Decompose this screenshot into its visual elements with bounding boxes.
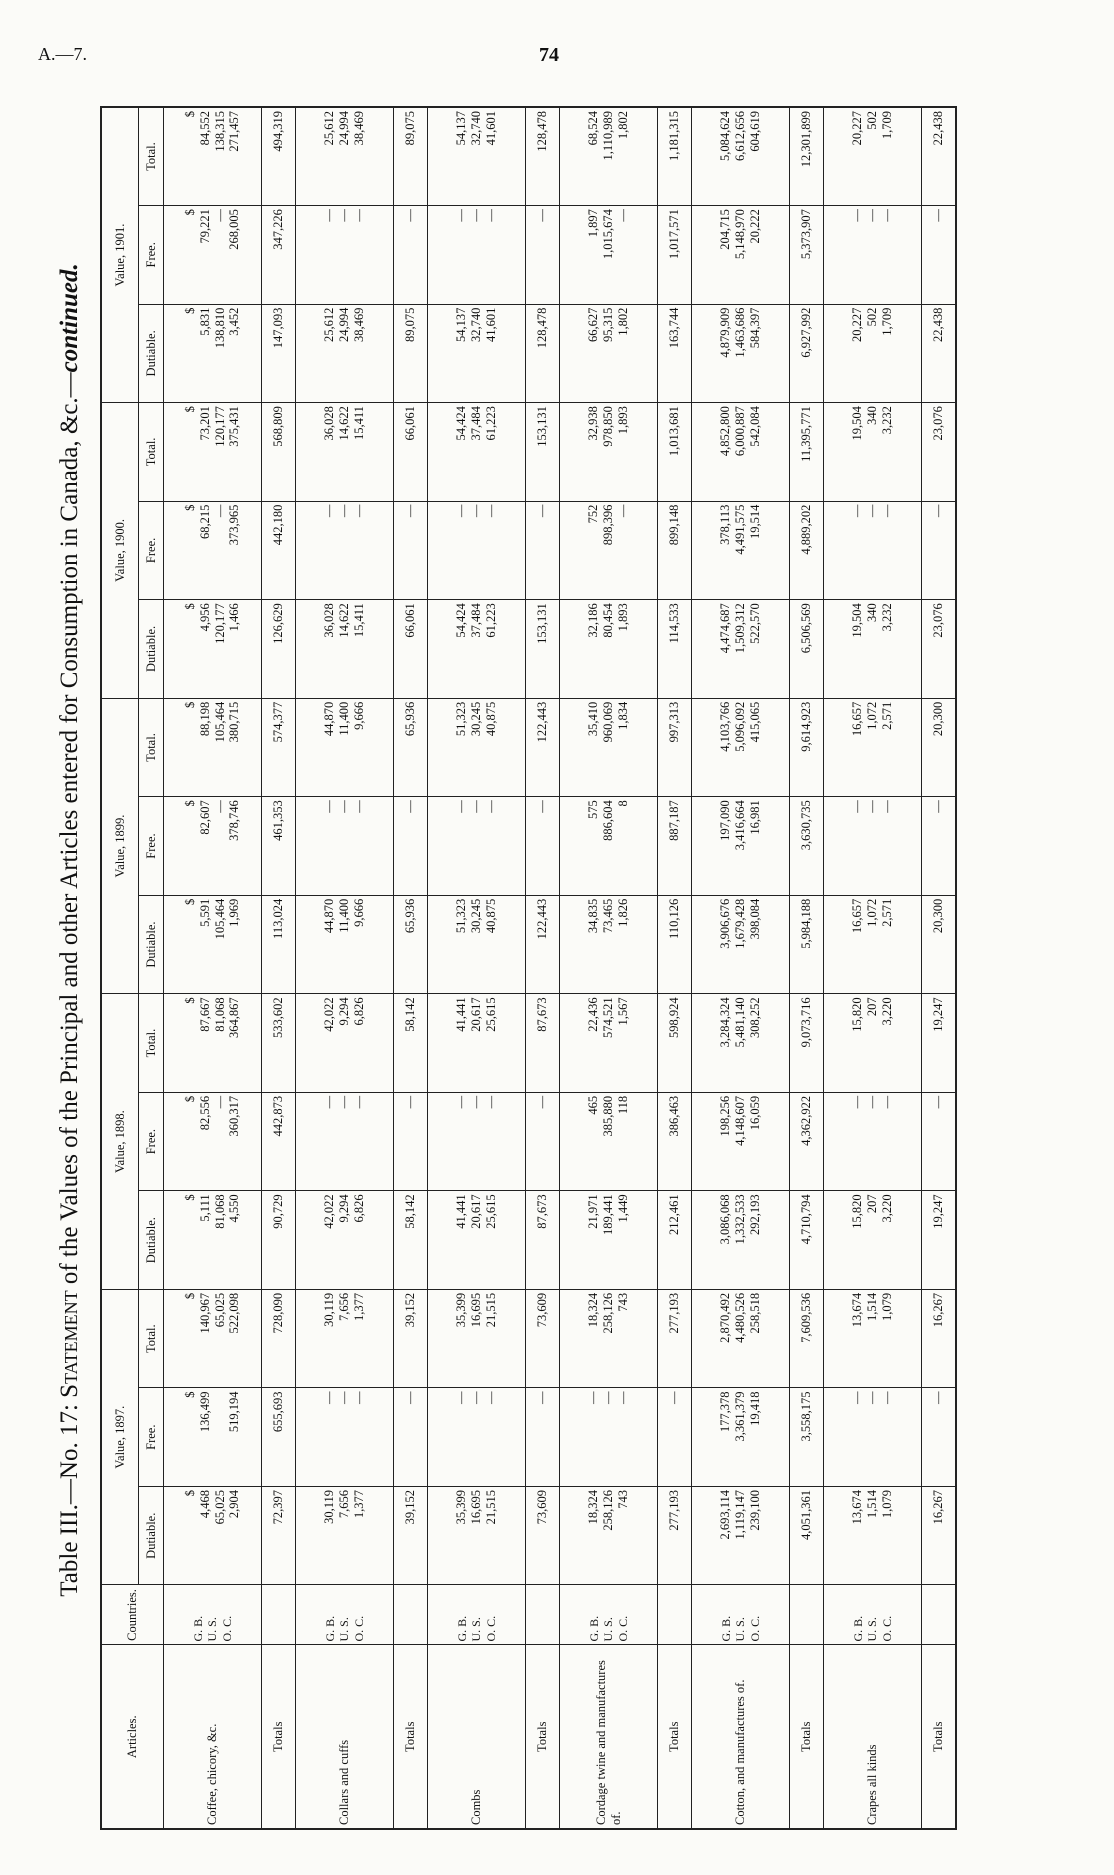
page-number: 74 xyxy=(539,44,559,66)
dutiable-value-cell: 66,061 xyxy=(394,600,428,699)
total-value-cell: 2,870,492 4,480,526 258,518 xyxy=(692,1289,790,1388)
total-value-cell: 277,193 xyxy=(658,1289,692,1388)
dutiable-value-cell: 65,936 xyxy=(394,895,428,994)
dutiable-value-cell: 114,533 xyxy=(658,600,692,699)
free-value-cell: 1,017,571 xyxy=(658,206,692,305)
dutiable-value-cell: 5,984,188 xyxy=(790,895,824,994)
total-value-cell: 997,313 xyxy=(658,698,692,797)
free-value-cell: — xyxy=(922,1388,956,1487)
total-value-cell: 44,870 11,400 9,666 xyxy=(296,698,394,797)
dutiable-header: Dutiable. xyxy=(139,895,164,994)
dutiable-value-cell: 51,323 30,245 40,875 xyxy=(428,895,526,994)
dutiable-value-cell: 22,438 xyxy=(922,304,956,403)
free-value-cell: — xyxy=(526,797,560,896)
dutiable-value-cell: 90,729 xyxy=(262,1191,296,1290)
title-statement-word: Statement xyxy=(56,1290,83,1398)
free-value-cell: — — — xyxy=(296,206,394,305)
free-value-cell: 442,180 xyxy=(262,501,296,600)
dutiable-header: Dutiable. xyxy=(139,1486,164,1585)
total-value-cell: 13,674 1,514 1,079 xyxy=(824,1289,922,1388)
dutiable-header: Dutiable. xyxy=(139,600,164,699)
totals-label: Totals xyxy=(262,1645,296,1829)
table-row xyxy=(296,107,394,1829)
free-value-cell: — — — xyxy=(296,1092,394,1191)
article-name: Cotton, and manufactures of. xyxy=(733,1679,748,1825)
dutiable-value-cell: $ 5,831 138,810 3,452 xyxy=(164,304,262,403)
total-value-cell: 9,614,923 xyxy=(790,698,824,797)
country-codes xyxy=(394,1585,428,1645)
free-value-cell: — — — xyxy=(296,797,394,896)
free-value-cell: — — — xyxy=(824,1092,922,1191)
total-value-cell: 54,424 37,484 61,223 xyxy=(428,403,526,502)
dutiable-value-cell: 4,474,687 1,509,312 522,570 xyxy=(692,600,790,699)
total-value-cell: $ 73,201 120,177 375,431 xyxy=(164,403,262,502)
dutiable-value-cell: 122,443 xyxy=(526,895,560,994)
dutiable-value-cell: 126,629 xyxy=(262,600,296,699)
total-value-cell: 533,602 xyxy=(262,994,296,1093)
table-row xyxy=(164,107,262,1829)
dutiable-value-cell: 2,693,114 1,119,147 239,100 xyxy=(692,1486,790,1585)
dutiable-value-cell: 212,461 xyxy=(658,1191,692,1290)
free-value-cell: 378,113 4,491,575 19,514 xyxy=(692,501,790,600)
total-value-cell: 728,090 xyxy=(262,1289,296,1388)
free-value-cell: — xyxy=(394,501,428,600)
dutiable-value-cell: 3,086,068 1,332,533 292,193 xyxy=(692,1191,790,1290)
free-value-cell: — xyxy=(394,206,428,305)
total-header: Total. xyxy=(139,107,164,206)
free-value-cell: 575 886,604 8 xyxy=(560,797,658,896)
dutiable-value-cell: $ 5,111 81,068 4,550 xyxy=(164,1191,262,1290)
total-value-cell: 4,852,800 6,000,887 542,084 xyxy=(692,403,790,502)
total-value-cell: 598,924 xyxy=(658,994,692,1093)
totals-label: Totals xyxy=(526,1645,560,1829)
table-row xyxy=(560,107,658,1829)
free-value-cell: — — — xyxy=(296,1388,394,1487)
dutiable-value-cell: 41,441 20,617 25,615 xyxy=(428,1191,526,1290)
dutiable-value-cell: 13,674 1,514 1,079 xyxy=(824,1486,922,1585)
total-value-cell: 20,300 xyxy=(922,698,956,797)
dutiable-value-cell: 32,186 80,454 1,893 xyxy=(560,600,658,699)
total-value-cell: 19,504 340 3,232 xyxy=(824,403,922,502)
total-value-cell: 18,324 258,126 743 xyxy=(560,1289,658,1388)
free-value-cell: 899,148 xyxy=(658,501,692,600)
free-value-cell: 3,630,735 xyxy=(790,797,824,896)
total-value-cell: 51,323 30,245 40,875 xyxy=(428,698,526,797)
total-value-cell: 7,609,536 xyxy=(790,1289,824,1388)
total-value-cell: 3,284,324 5,481,140 308,252 xyxy=(692,994,790,1093)
total-header: Total. xyxy=(139,403,164,502)
free-value-cell: — xyxy=(922,206,956,305)
dutiable-value-cell: 20,227 502 1,709 xyxy=(824,304,922,403)
country-codes xyxy=(922,1585,956,1645)
total-value-cell: 494,319 xyxy=(262,107,296,206)
article-name: Cordage twine and manufactures of. xyxy=(593,1660,623,1825)
free-value-cell: — — — xyxy=(824,501,922,600)
free-value-cell: 4,362,922 xyxy=(790,1092,824,1191)
free-value-cell: — xyxy=(526,206,560,305)
dutiable-value-cell: 6,927,992 xyxy=(790,304,824,403)
free-value-cell: — xyxy=(394,1092,428,1191)
table-row xyxy=(428,107,526,1829)
total-value-cell: 68,524 1,110,989 1,802 xyxy=(560,107,658,206)
dutiable-value-cell: 19,247 xyxy=(922,1191,956,1290)
total-value-cell: 25,612 24,994 38,469 xyxy=(296,107,394,206)
total-value-cell: 39,152 xyxy=(394,1289,428,1388)
total-value-cell: 36,028 14,622 15,411 xyxy=(296,403,394,502)
total-value-cell: 30,119 7,656 1,377 xyxy=(296,1289,394,1388)
countries-header: Countries. xyxy=(101,1585,164,1645)
article-name: Coffee, chicory, &c. xyxy=(205,1723,220,1825)
total-value-cell: 12,301,899 xyxy=(790,107,824,206)
free-value-cell: — xyxy=(394,797,428,896)
free-value-cell: — — — xyxy=(428,1388,526,1487)
total-value-cell: 1,013,681 xyxy=(658,403,692,502)
total-header: Total. xyxy=(139,1289,164,1388)
free-header: Free. xyxy=(139,1092,164,1191)
free-value-cell: 442,873 xyxy=(262,1092,296,1191)
free-value-cell: $ 82,607 — 378,746 xyxy=(164,797,262,896)
country-codes: G. B. U. S. O. C. xyxy=(428,1585,526,1645)
dutiable-value-cell: 4,710,794 xyxy=(790,1191,824,1290)
total-value-cell: 16,267 xyxy=(922,1289,956,1388)
total-value-cell: 58,142 xyxy=(394,994,428,1093)
dutiable-value-cell: 18,324 258,126 743 xyxy=(560,1486,658,1585)
free-value-cell: — xyxy=(658,1388,692,1487)
table-row xyxy=(692,107,790,1829)
totals-row xyxy=(922,107,956,1829)
statement-table-container xyxy=(100,106,945,1830)
total-value-cell: 87,673 xyxy=(526,994,560,1093)
total-value-cell: 20,227 502 1,709 xyxy=(824,107,922,206)
country-codes xyxy=(658,1585,692,1645)
free-value-cell: 887,187 xyxy=(658,797,692,896)
articles-header: Articles. xyxy=(101,1645,164,1829)
dutiable-value-cell: 128,478 xyxy=(526,304,560,403)
free-value-cell: — xyxy=(526,1092,560,1191)
country-codes: G. B. U. S. O. C. xyxy=(296,1585,394,1645)
free-value-cell: 465 385,880 118 xyxy=(560,1092,658,1191)
article-name: Combs xyxy=(469,1789,484,1825)
totals-label: Totals xyxy=(790,1645,824,1829)
article-name: Crapes all kinds xyxy=(865,1744,880,1825)
total-value-cell: $ 140,967 65,025 522,098 xyxy=(164,1289,262,1388)
total-value-cell: 4,103,766 5,096,092 415,065 xyxy=(692,698,790,797)
total-value-cell: $ 87,667 81,068 364,867 xyxy=(164,994,262,1093)
dutiable-value-cell: $ 4,468 65,025 2,904 xyxy=(164,1486,262,1585)
free-value-cell: — — — xyxy=(428,206,526,305)
dutiable-header: Dutiable. xyxy=(139,1191,164,1290)
dutiable-value-cell: 35,399 16,695 21,515 xyxy=(428,1486,526,1585)
free-value-cell: 5,373,907 xyxy=(790,206,824,305)
dutiable-value-cell: 16,267 xyxy=(922,1486,956,1585)
dutiable-value-cell: 36,028 14,622 15,411 xyxy=(296,600,394,699)
free-value-cell: — — — xyxy=(428,797,526,896)
year-header-1899: Value, 1899. xyxy=(101,698,139,994)
dutiable-value-cell: 25,612 24,994 38,469 xyxy=(296,304,394,403)
dutiable-value-cell: 4,051,361 xyxy=(790,1486,824,1585)
free-value-cell: — — — xyxy=(824,1388,922,1487)
dutiable-value-cell: 113,024 xyxy=(262,895,296,994)
total-value-cell: 73,609 xyxy=(526,1289,560,1388)
header-row-years xyxy=(101,107,139,1829)
dutiable-value-cell: 23,076 xyxy=(922,600,956,699)
total-value-cell: 23,076 xyxy=(922,403,956,502)
total-value-cell: 42,022 9,294 6,826 xyxy=(296,994,394,1093)
dutiable-value-cell: 3,906,676 1,679,428 398,084 xyxy=(692,895,790,994)
dutiable-value-cell: 4,879,909 1,463,686 584,397 xyxy=(692,304,790,403)
year-header-1898: Value, 1898. xyxy=(101,994,139,1290)
dutiable-value-cell: 6,506,569 xyxy=(790,600,824,699)
total-value-cell: $ 84,552 138,315 271,457 xyxy=(164,107,262,206)
totals-label: Totals xyxy=(394,1645,428,1829)
totals-label: Totals xyxy=(922,1645,956,1829)
free-value-cell: 752 898,396 — xyxy=(560,501,658,600)
year-header-1897: Value, 1897. xyxy=(101,1289,139,1585)
total-value-cell: 35,410 960,069 1,834 xyxy=(560,698,658,797)
free-value-cell: 4,889,202 xyxy=(790,501,824,600)
table-title xyxy=(52,60,88,1800)
free-value-cell: $ 68,215 — 373,965 xyxy=(164,501,262,600)
document-reference: A.—7. xyxy=(38,44,87,64)
dutiable-value-cell: 44,870 11,400 9,666 xyxy=(296,895,394,994)
free-value-cell: — xyxy=(526,1388,560,1487)
country-codes: G. B. U. S. O. C. xyxy=(560,1585,658,1645)
free-value-cell: — — — xyxy=(428,1092,526,1191)
dutiable-value-cell: 20,300 xyxy=(922,895,956,994)
free-value-cell: 177,378 3,361,379 19,418 xyxy=(692,1388,790,1487)
free-value-cell: — — — xyxy=(296,501,394,600)
dutiable-value-cell: 21,971 189,441 1,449 xyxy=(560,1191,658,1290)
dutiable-value-cell: $ 5,591 105,464 1,969 xyxy=(164,895,262,994)
dutiable-value-cell: 34,835 73,465 1,826 xyxy=(560,895,658,994)
year-header-1901: Value, 1901. xyxy=(101,107,139,403)
free-header: Free. xyxy=(139,1388,164,1487)
total-value-cell: 9,073,716 xyxy=(790,994,824,1093)
free-value-cell: 3,558,175 xyxy=(790,1388,824,1487)
country-codes xyxy=(262,1585,296,1645)
dutiable-header: Dutiable. xyxy=(139,304,164,403)
total-value-cell: 41,441 20,617 25,615 xyxy=(428,994,526,1093)
title-main: of the Values of the Principal and other Articles entered for Consumption in Canada, &c.— xyxy=(56,372,83,1291)
dutiable-value-cell: 153,131 xyxy=(526,600,560,699)
year-header-1900: Value, 1900. xyxy=(101,403,139,699)
total-value-cell: 66,061 xyxy=(394,403,428,502)
dutiable-value-cell: $ 4,956 120,177 1,466 xyxy=(164,600,262,699)
totals-row xyxy=(790,107,824,1829)
totals-row xyxy=(262,107,296,1829)
free-value-cell: — xyxy=(922,797,956,896)
total-value-cell: 65,936 xyxy=(394,698,428,797)
totals-row xyxy=(394,107,428,1829)
free-value-cell: 461,353 xyxy=(262,797,296,896)
total-value-cell: 153,131 xyxy=(526,403,560,502)
free-value-cell: — xyxy=(394,1388,428,1487)
total-value-cell: 35,399 16,695 21,515 xyxy=(428,1289,526,1388)
dutiable-value-cell: 89,075 xyxy=(394,304,428,403)
dutiable-value-cell: 72,397 xyxy=(262,1486,296,1585)
title-continued: continued. xyxy=(56,263,83,373)
free-value-cell: — — — xyxy=(824,206,922,305)
free-header: Free. xyxy=(139,501,164,600)
country-codes: G. B. U. S. O. C. xyxy=(824,1585,922,1645)
total-value-cell: 32,938 978,850 1,893 xyxy=(560,403,658,502)
free-header: Free. xyxy=(139,797,164,896)
article-name: Collars and cuffs xyxy=(337,1739,352,1825)
country-codes: G. B. U. S. O. C. xyxy=(164,1585,262,1645)
dutiable-value-cell: 42,022 9,294 6,826 xyxy=(296,1191,394,1290)
dutiable-value-cell: 16,657 1,072 2,571 xyxy=(824,895,922,994)
total-value-cell: $ 88,198 105,464 380,715 xyxy=(164,698,262,797)
dutiable-value-cell: 19,504 340 3,232 xyxy=(824,600,922,699)
free-value-cell: $ 79,221 — 268,005 xyxy=(164,206,262,305)
free-value-cell: $ 136,499 519,194 xyxy=(164,1388,262,1487)
free-header: Free. xyxy=(139,206,164,305)
free-value-cell: 655,693 xyxy=(262,1388,296,1487)
dutiable-value-cell: 30,119 7,656 1,377 xyxy=(296,1486,394,1585)
free-value-cell: 1,897 1,015,674 — xyxy=(560,206,658,305)
free-value-cell: 347,226 xyxy=(262,206,296,305)
total-value-cell: 16,657 1,072 2,571 xyxy=(824,698,922,797)
dutiable-value-cell: 277,193 xyxy=(658,1486,692,1585)
statement-table xyxy=(100,106,957,1830)
country-codes: G. B. U. S. O. C. xyxy=(692,1585,790,1645)
dutiable-value-cell: 39,152 xyxy=(394,1486,428,1585)
total-value-cell: 11,395,771 xyxy=(790,403,824,502)
free-value-cell: 204,715 5,148,970 20,222 xyxy=(692,206,790,305)
dutiable-value-cell: 110,126 xyxy=(658,895,692,994)
dutiable-value-cell: 54,424 37,484 61,223 xyxy=(428,600,526,699)
total-header: Total. xyxy=(139,994,164,1093)
total-value-cell: 1,181,315 xyxy=(658,107,692,206)
dutiable-value-cell: 163,744 xyxy=(658,304,692,403)
free-value-cell: $ 82,556 — 360,317 xyxy=(164,1092,262,1191)
total-value-cell: 89,075 xyxy=(394,107,428,206)
dutiable-value-cell: 147,093 xyxy=(262,304,296,403)
total-value-cell: 54,137 32,740 41,601 xyxy=(428,107,526,206)
dutiable-value-cell: 66,627 95,315 1,802 xyxy=(560,304,658,403)
dutiable-value-cell: 73,609 xyxy=(526,1486,560,1585)
total-value-cell: 568,809 xyxy=(262,403,296,502)
free-value-cell: 198,256 4,148,607 16,059 xyxy=(692,1092,790,1191)
totals-label: Totals xyxy=(658,1645,692,1829)
total-value-cell: 19,247 xyxy=(922,994,956,1093)
title-prefix: Table III.—No. 17: xyxy=(56,1397,83,1597)
free-value-cell: — xyxy=(526,501,560,600)
free-value-cell: — — — xyxy=(824,797,922,896)
total-value-cell: 22,436 574,521 1,567 xyxy=(560,994,658,1093)
totals-row xyxy=(658,107,692,1829)
table-row xyxy=(824,107,922,1829)
free-value-cell: — — — xyxy=(560,1388,658,1487)
free-value-cell: — xyxy=(922,501,956,600)
free-value-cell: 386,463 xyxy=(658,1092,692,1191)
dutiable-value-cell: 15,820 207 3,220 xyxy=(824,1191,922,1290)
total-value-cell: 122,443 xyxy=(526,698,560,797)
total-value-cell: 22,438 xyxy=(922,107,956,206)
dutiable-value-cell: 54,137 32,740 41,601 xyxy=(428,304,526,403)
country-codes xyxy=(790,1585,824,1645)
table-body xyxy=(164,107,956,1829)
totals-row xyxy=(526,107,560,1829)
country-codes xyxy=(526,1585,560,1645)
total-value-cell: 128,478 xyxy=(526,107,560,206)
total-value-cell: 5,084,624 6,612,656 604,619 xyxy=(692,107,790,206)
free-value-cell: 197,090 3,416,664 16,981 xyxy=(692,797,790,896)
header-row-kinds xyxy=(139,107,164,1829)
total-value-cell: 574,377 xyxy=(262,698,296,797)
total-header: Total. xyxy=(139,698,164,797)
dutiable-value-cell: 58,142 xyxy=(394,1191,428,1290)
free-value-cell: — xyxy=(922,1092,956,1191)
free-value-cell: — — — xyxy=(428,501,526,600)
total-value-cell: 15,820 207 3,220 xyxy=(824,994,922,1093)
dutiable-value-cell: 87,673 xyxy=(526,1191,560,1290)
